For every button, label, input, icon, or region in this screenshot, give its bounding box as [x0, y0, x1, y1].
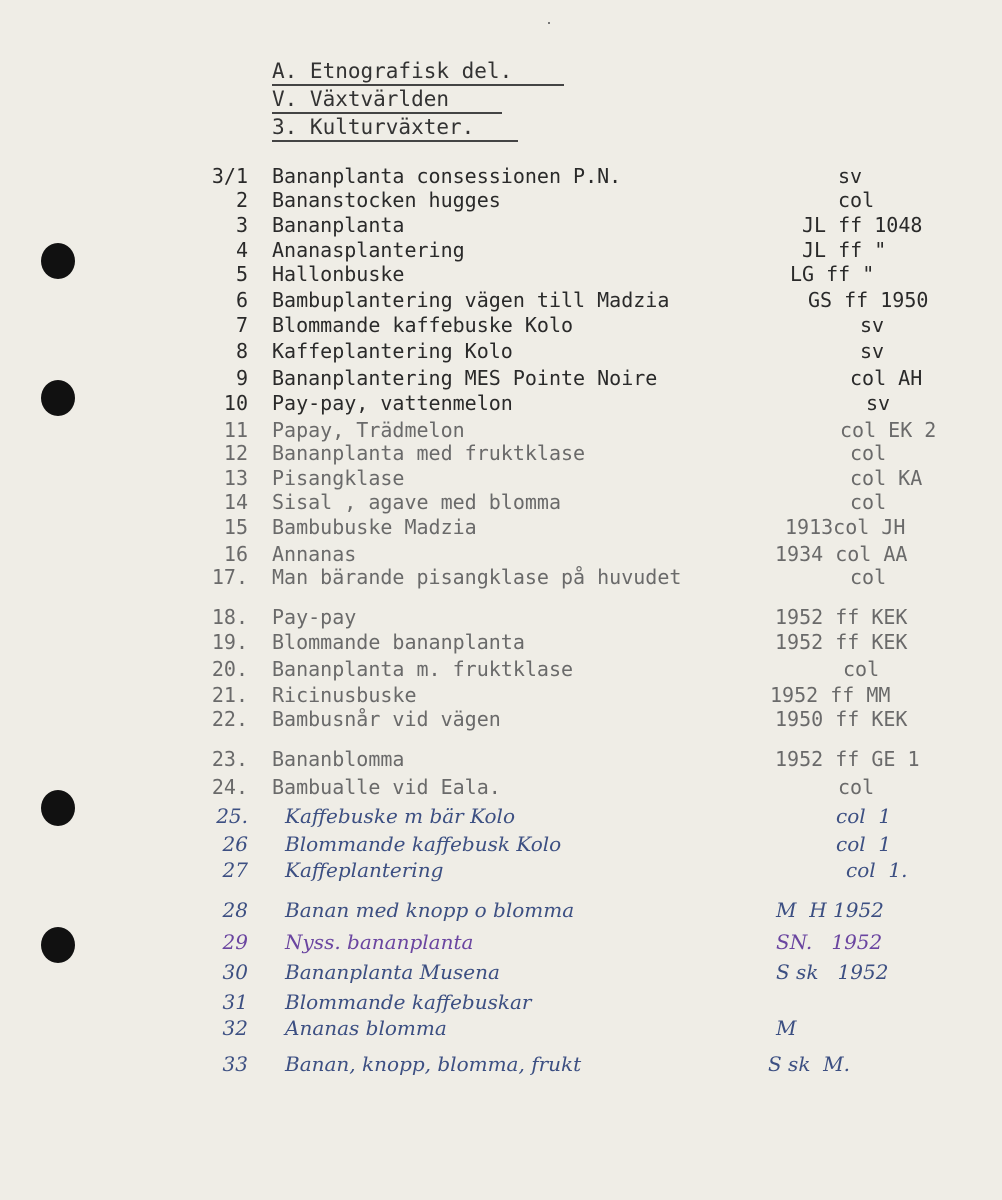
row-number: 8 [235, 339, 248, 363]
row-description: Kaffeplantering [285, 858, 444, 882]
row-description: Bambuplantering vägen till Madzia [272, 288, 670, 312]
row-number: 33 [222, 1052, 248, 1076]
row-code: JL ff " [802, 238, 887, 262]
row-description: Bananplanta consessionen P.N. [272, 164, 622, 188]
punch-hole [41, 790, 75, 826]
row-code: sv [860, 339, 885, 363]
row-code: SN. 1952 [776, 930, 883, 954]
row-code: M [776, 1016, 797, 1040]
row-number: 7 [235, 313, 248, 337]
row-number: 30 [222, 960, 248, 984]
row-code: col 1. [846, 858, 908, 882]
row-number: 11 [223, 418, 248, 442]
row-description: Pay-pay [272, 605, 357, 629]
row-number: 10 [223, 391, 248, 415]
punch-hole [41, 927, 75, 963]
row-code: 1952 ff KEK [775, 630, 908, 654]
row-description: Kaffeplantering Kolo [272, 339, 513, 363]
row-number: 14 [223, 490, 248, 514]
row-code: col [838, 188, 875, 212]
header-line-1: A. Etnografisk del. [272, 58, 564, 86]
row-code: S sk 1952 [776, 960, 889, 984]
row-description: Nyss. bananplanta [285, 930, 474, 954]
row-code: 1952 ff GE 1 [775, 747, 920, 771]
header-line-2: V. Växtvärlden [272, 86, 502, 114]
row-description: Annanas [272, 542, 357, 566]
row-code: sv [838, 164, 863, 188]
row-description: Bananplanta Musena [285, 960, 500, 984]
row-number: 32 [222, 1016, 248, 1040]
row-code: col [850, 490, 887, 514]
paper-speck [548, 22, 550, 24]
row-description: Blommande bananplanta [272, 630, 525, 654]
row-code: M H 1952 [776, 898, 884, 922]
row-number: 25. [216, 804, 248, 828]
row-number: 6 [235, 288, 248, 312]
section-header [272, 58, 564, 142]
row-description: Blommande kaffebuskar [285, 990, 532, 1014]
row-number: 13 [223, 466, 248, 490]
row-description: Ananas blomma [285, 1016, 447, 1040]
row-description: Bananstocken hugges [272, 188, 501, 212]
row-description: Bambubuske Madzia [272, 515, 477, 539]
row-description: Bananplanta [272, 213, 405, 237]
row-description: Ricinusbuske [272, 683, 417, 707]
row-description: Kaffebuske m bär Kolo [285, 804, 515, 828]
punch-hole [41, 243, 75, 279]
row-code: 1952 ff KEK [775, 605, 908, 629]
row-number: 26 [222, 832, 248, 856]
row-number: 3/1 [211, 164, 248, 188]
row-code: col [838, 775, 875, 799]
row-code: col [843, 657, 880, 681]
row-description: Bananblomma [272, 747, 405, 771]
row-description: Pay-pay, vattenmelon [272, 391, 513, 415]
row-number: 31 [222, 990, 248, 1014]
row-number: 18. [211, 605, 248, 629]
row-description: Banan, knopp, blomma, frukt [285, 1052, 582, 1076]
row-code: JL ff 1048 [802, 213, 923, 237]
row-code: col 1 [836, 804, 892, 828]
row-number: 9 [235, 366, 248, 390]
row-code: col [850, 565, 887, 589]
row-number: 23. [211, 747, 248, 771]
row-number: 3 [235, 213, 248, 237]
row-code: col KA [850, 466, 923, 490]
row-number: 12 [223, 441, 248, 465]
row-number: 17. [211, 565, 248, 589]
row-number: 5 [235, 262, 248, 286]
row-number: 15 [223, 515, 248, 539]
row-description: Bananplanta m. fruktklase [272, 657, 574, 681]
row-description: Ananasplantering [272, 238, 465, 262]
row-number: 27 [222, 858, 248, 882]
row-description: Sisal , agave med blomma [272, 490, 561, 514]
row-number: 4 [235, 238, 248, 262]
row-code: S sk M. [768, 1052, 850, 1076]
row-code: 1934 col AA [775, 542, 908, 566]
row-code: LG ff " [790, 262, 875, 286]
row-description: Bambusnår vid vägen [272, 707, 501, 731]
row-description: Bambualle vid Eala. [272, 775, 501, 799]
row-number: 29 [222, 930, 248, 954]
row-description: Hallonbuske [272, 262, 405, 286]
row-code: GS ff 1950 [808, 288, 929, 312]
punch-hole [41, 380, 75, 416]
row-description: Papay, Trädmelon [272, 418, 465, 442]
row-code: 1952 ff MM [770, 683, 891, 707]
row-number: 20. [211, 657, 248, 681]
row-description: Blommande kaffebusk Kolo [285, 832, 562, 856]
row-number: 19. [211, 630, 248, 654]
row-number: 24. [211, 775, 248, 799]
row-code: 1913col JH [785, 515, 906, 539]
row-code: col AH [850, 366, 923, 390]
header-line-3: 3. Kulturväxter. [272, 114, 518, 142]
row-code: col [850, 441, 887, 465]
row-code: 1950 ff KEK [775, 707, 908, 731]
row-number: 2 [235, 188, 248, 212]
row-number: 22. [211, 707, 248, 731]
row-description: Man bärande pisangklase på huvudet [272, 565, 682, 589]
row-code: col 1 [836, 832, 892, 856]
row-description: Banan med knopp o blomma [285, 898, 575, 922]
row-description: Blommande kaffebuske Kolo [272, 313, 574, 337]
row-number: 28 [222, 898, 248, 922]
row-code: sv [860, 313, 885, 337]
row-code: col EK 2 [840, 418, 937, 442]
row-code: sv [866, 391, 891, 415]
row-description: Pisangklase [272, 466, 405, 490]
row-number: 21. [211, 683, 248, 707]
row-description: Bananplantering MES Pointe Noire [272, 366, 658, 390]
row-description: Bananplanta med fruktklase [272, 441, 586, 465]
row-number: 16 [223, 542, 248, 566]
